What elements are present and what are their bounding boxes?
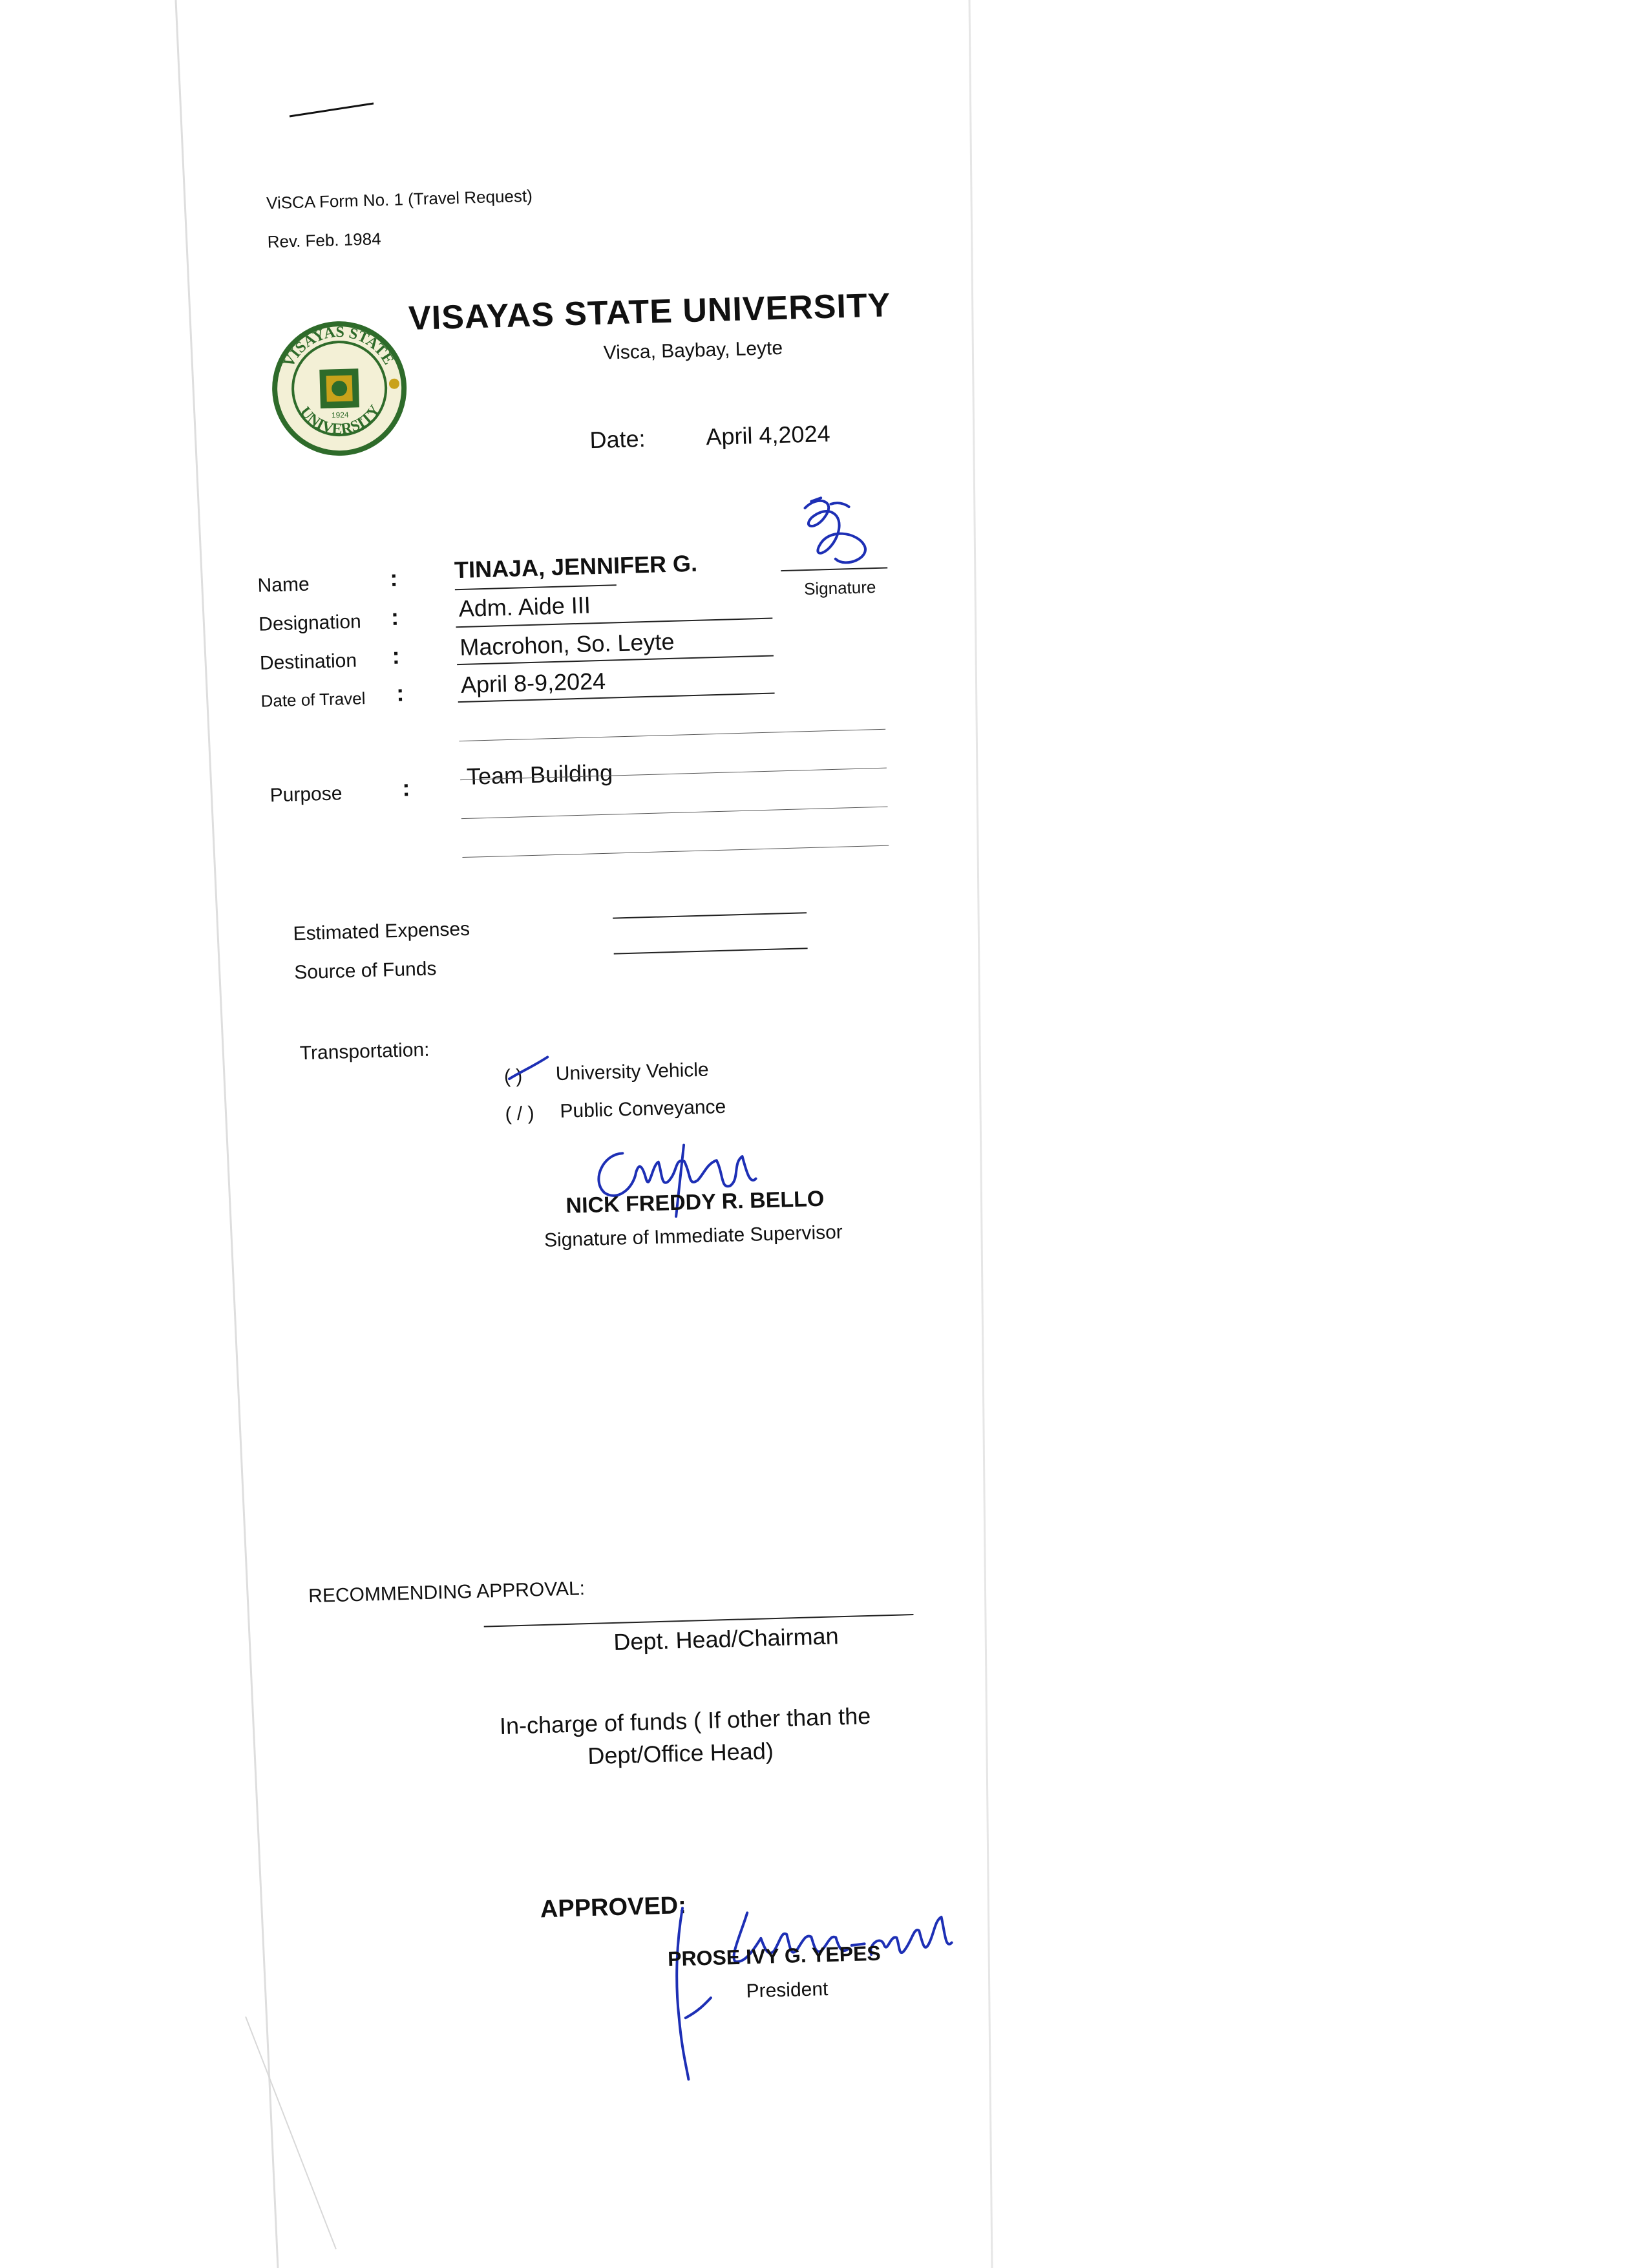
purpose-line-2 [461,807,888,819]
funds-incharge-line-1: In-charge of funds ( If other than the [499,1702,871,1739]
date-value: April 4,2024 [705,419,831,450]
transportation-label: Transportation: [299,1039,430,1065]
date-of-travel-value: April 8-9,2024 [460,667,606,699]
option-public-conveyance-mark: ( / ) [505,1103,535,1125]
date-of-travel-colon: : [396,679,405,706]
date-of-travel-label: Date of Travel [260,688,366,711]
check-mark-icon [503,1052,556,1085]
name-label: Name [257,573,310,597]
approved-label: APPROVED: [540,1892,687,1924]
source-of-funds-label: Source of Funds [293,958,437,984]
destination-value: Macrohon, So. Leyte [459,628,675,661]
estimated-expenses-label: Estimated Expenses [293,918,470,945]
purpose-value: Team Building [466,759,613,790]
name-value: TINAJA, JENNIFER G. [454,549,698,584]
destination-colon: : [392,642,401,669]
supervisor-title: Signature of Immediate Supervisor [544,1221,843,1251]
designation-colon: : [390,603,399,630]
purpose-line-0 [459,729,885,741]
option-university-vehicle-mark: ( ) [503,1065,523,1088]
purpose-label: Purpose [269,783,343,807]
dept-head-signature-line [484,1614,914,1627]
applicant-signature [792,486,891,579]
name-underline [455,584,617,590]
university-address: Visca, Baybay, Leyte [603,337,783,364]
president-name: PROSE IVY G. YEPES [667,1941,882,1971]
staple-mark [290,103,374,116]
option-university-vehicle-label: University Vehicle [555,1059,710,1085]
recommending-approval-label: RECOMMENDING APPROVAL: [308,1578,586,1607]
signature-caption: Signature [803,577,876,599]
date-label: Date: [589,425,646,454]
form-number: ViSCA Form No. 1 (Travel Request) [266,185,533,213]
estimated-expenses-line [613,912,807,918]
name-colon: : [389,564,398,592]
university-seal-logo [269,319,409,461]
supervisor-name: NICK FREDDY R. BELLO [565,1186,825,1218]
purpose-colon: : [401,774,411,801]
designation-label: Designation [258,611,362,635]
source-of-funds-line [614,948,808,954]
designation-value: Adm. Aide III [458,591,591,622]
option-public-conveyance-label: Public Conveyance [560,1096,726,1122]
seal-text-top: VISAYAS STATE [280,324,397,370]
seal-year: 1924 [331,410,349,420]
dept-head-title: Dept. Head/Chairman [613,1622,840,1655]
purpose-line-3 [462,845,889,858]
form-revision: Rev. Feb. 1984 [267,229,381,252]
seal-text-bottom: UNIVERSITY [296,402,384,438]
university-name: VISAYAS STATE UNIVERSITY [408,286,892,338]
president-title: President [746,1978,829,2002]
funds-incharge-line-2: Dept/Office Head) [587,1737,774,1770]
destination-label: Destination [259,650,357,674]
travel-request-form [246,134,1053,2223]
